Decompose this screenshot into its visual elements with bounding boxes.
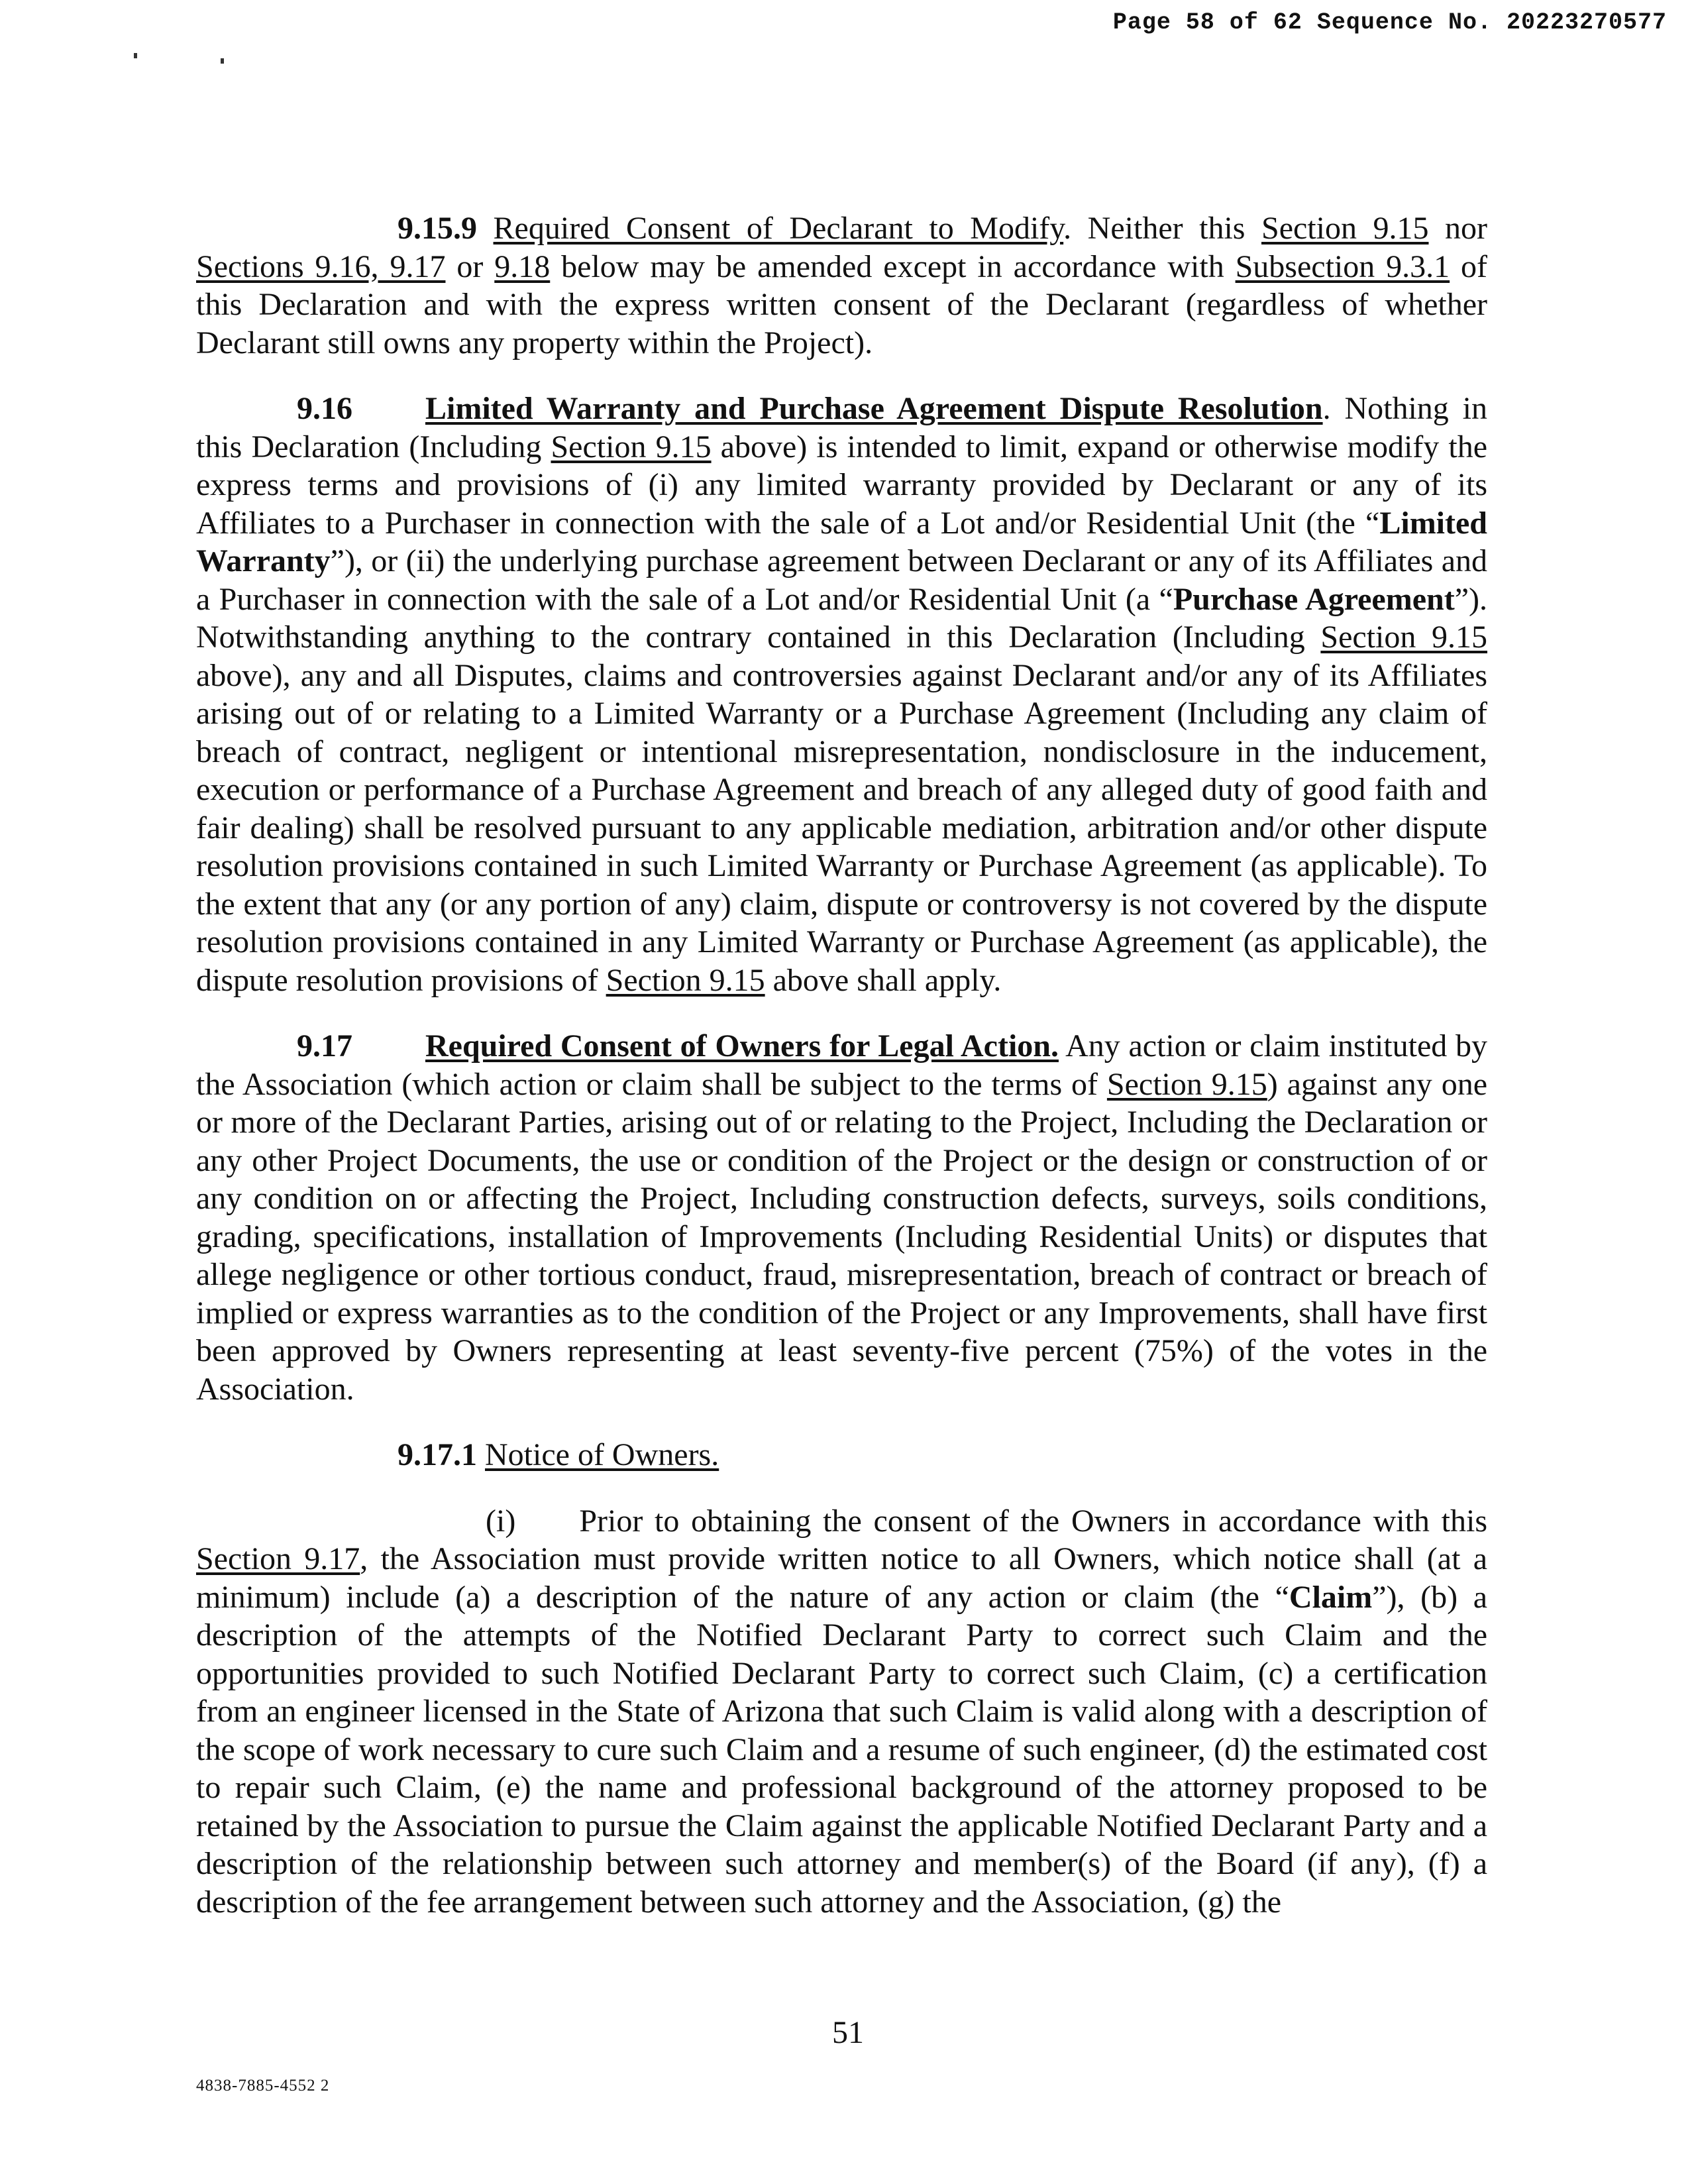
section-reference: Section 9.15 [551,429,712,464]
subsection-i: (i) Prior to obtaining the consent of the Owners in accordance with this Section 9.17, the Association must provide written notice to all Owners, which notice shall (at a minimum) include (a) a description of the nature of any action or claim (the “Claim”), (b) a description of the attempts of the Notified Declarant Party to correct such Claim and the opportunities provided to such Notified Declarant Party to correct such Claim, (c) a certification from an engineer licensed in the State of Arizona that such Claim is valid along with a description of the scope of work necessary to cure such Claim and a resume of such engineer, (d) the estimated cost to repair such Claim, (e) the name and professional background of the attorney proposed to be retained by the Association to pursue the Claim against the applicable Notified Declarant Party and a description of the relationship between such attorney and member(s) of the Board (if any), (f) a description of the fee arrangement between such attorney and the Association, (g) the [196,1503,1488,1920]
section-number: 9.17.1 [398,1437,477,1472]
scan-mark [134,53,137,58]
section-number: 9.17 [297,1028,352,1064]
list-marker: (i) [486,1503,516,1539]
section-9-17-1 [196,1436,1487,1474]
section-9-16: 9.16 Limited Warranty and Purchase Agreement Dispute Resolution. Nothing in this Declaration (Including Section 9.15 above) is intended to limit, expand or otherwise modify the express terms and provisions of (i) any limited warranty provided by Declarant or any of its Affiliates to a Purchaser in connection with the sale of a Lot and/or Residential Unit (the “Limited Warranty”), or (ii) the underlying purchase agreement between Declarant or any of its Affiliates and a Purchaser in connection with the sale of a Lot and/or Residential Unit (a “Purchase Agreement”). Notwithstanding anything to the contrary contained in this Declaration (Including Section 9.15 above), any and all Disputes, claims and controversies against Declarant and/or any of its Affiliates arising out of or relating to a Limited Warranty or a Purchase Agreement (Including any claim of breach of contract, negligent or intentional misrepresentation, nondisclosure in the inducement, execution or performance of a Purchase Agreement and breach of any alleged duty of good faith and fair dealing) shall be resolved pursuant to any applicable mediation, arbitration and/or other dispute resolution provisions contained in such Limited Warranty or Purchase Agreement (as applicable). To the extent that any (or any portion of any) claim, dispute or controversy is not covered by the dispute resolution provisions contained in any Limited Warranty or Purchase Agreement (as applicable), the dispute resolution provisions of Section 9.15 above shall apply. [196,391,1488,998]
page-sequence-header: Page 58 of 62 Sequence No. 20223270577 [1112,9,1667,36]
section-title: Required Consent of Owners for Legal Action. [425,1028,1059,1064]
section-number: 9.16 [297,391,352,426]
scan-mark [221,58,224,64]
document-id: 4838-7885-4552 2 [196,2077,330,2095]
section-title: Notice of Owners. [485,1437,719,1472]
section-reference: Section 9.15 [1261,211,1429,246]
page-number: 51 [832,2015,864,2050]
section-reference: Subsection 9.3.1 [1235,248,1450,284]
section-title: Required Consent of Declarant to Modify [493,211,1064,246]
section-number: 9.15.9 [398,211,477,246]
document-body [196,209,1487,1949]
section-reference: 9.18 [494,248,551,284]
section-reference: Section 9.15 [1106,1066,1267,1102]
section-reference: Section 9.15 [1320,620,1487,655]
section-reference: Section 9.17 [196,1541,360,1576]
section-title: Limited Warranty and Purchase Agreement Dispute Resolution [425,391,1323,426]
defined-term: Purchase Agreement [1173,581,1455,617]
section-reference: Section 9.15 [606,962,765,998]
defined-term: Limited Warranty [196,505,1487,578]
section-9-17: 9.17 Required Consent of Owners for Legal Action. Any action or claim instituted by the Association (which action or claim shall be subject to the terms of Section 9.15) against any one or more of the Declarant Parties, arising out of or relating to the Project, Including the Declaration or any other Project Documents, the use or condition of the Project or the design or construction of or any condition on or affecting the Project, Including construction defects, surveys, soils conditions, grading, specifications, installation of Improvements (Including Residential Units) or disputes that allege negligence or other tortious conduct, fraud, misrepresentation, breach of contract or breach of implied or express warranties as to the condition of the Project or any Improvements, shall have first been approved by Owners representing at least seventy-five percent (75%) of the votes in the Association. [196,1028,1488,1407]
defined-term: Claim [1289,1579,1373,1615]
section-reference: Sections 9.16, 9.17 [196,248,446,284]
section-9-15-9: 9.15.9 Required Consent of Declarant to Modify. Neither this Section 9.15 nor Sections 9.16, 9.17 or 9.18 below may be amended except in accordance with Subsection 9.3.1 of this Declaration and with the express written consent of the Declarant (regardless of whether Declarant still owns any property within the Project). [196,211,1488,360]
